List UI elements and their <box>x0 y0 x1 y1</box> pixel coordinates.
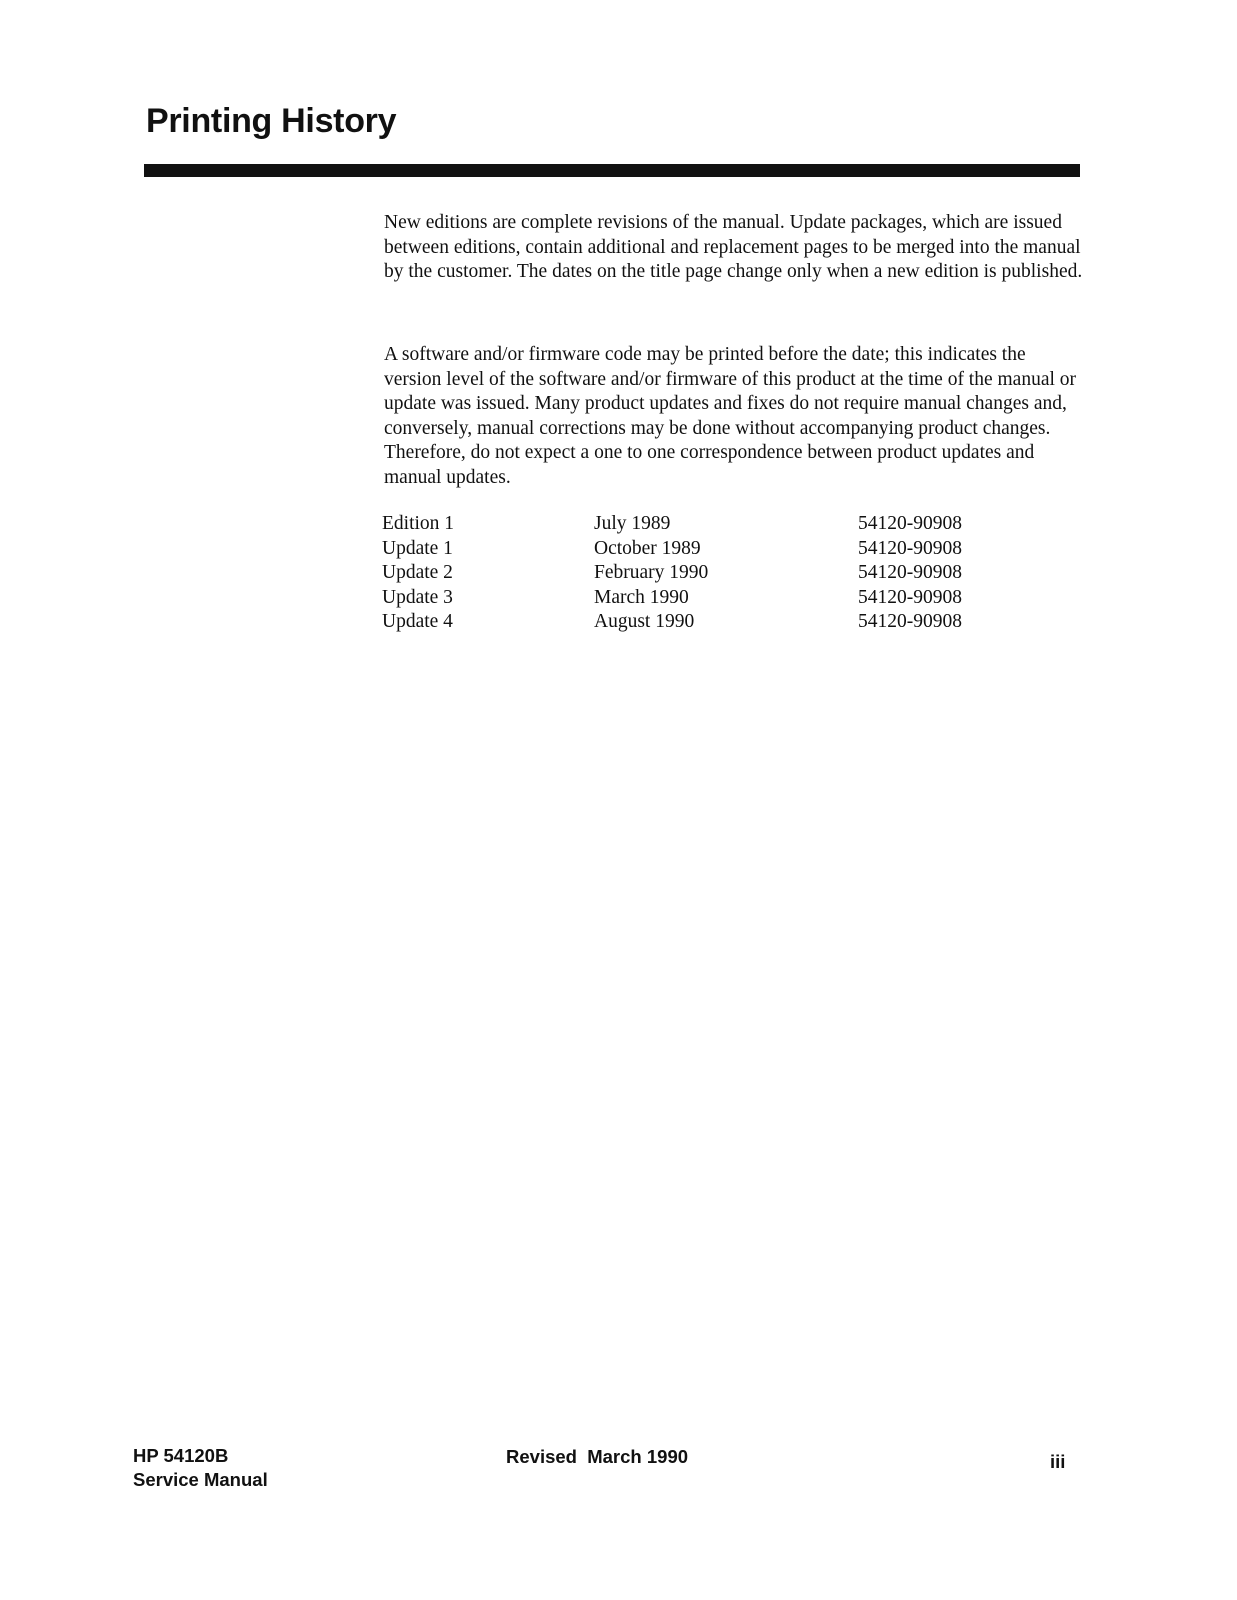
footer-revision: Revised March 1990 <box>506 1446 689 1467</box>
edition-date: March 1990 <box>594 586 689 608</box>
table-row <box>382 561 998 586</box>
table-row <box>382 537 998 562</box>
footer-product: HP 54120B <box>133 1445 229 1466</box>
edition-label: Update 3 <box>382 586 453 608</box>
footer-page-number: iii <box>1050 1451 1066 1472</box>
edition-date: August 1990 <box>594 611 695 633</box>
intro-paragraph: New editions are complete revisions of the manual. Update packages, which are issued between editions, contain additional and replacement pages to be merged into the manual by the customer. The dates on the title page change only when a new edition is published. <box>384 212 1083 282</box>
edition-label: Update 2 <box>382 562 453 584</box>
firmware-paragraph: A software and/or firmware code may be printed before the date; this indicates the version level of the software and/or firmware of this product at the time of the manual or update was issued. Many product updates and fixes do not require manual changes and, conversely, manual corrections may be done without accompanying product changes. Therefore, do not expect a one to one correspondence between product updates and manual updates. <box>384 344 1077 488</box>
footer-manual: Service Manual <box>133 1469 268 1490</box>
part-number: 54120-90908 <box>858 586 962 608</box>
part-number: 54120-90908 <box>858 513 962 534</box>
edition-date: July 1989 <box>594 513 671 534</box>
part-number: 54120-90908 <box>858 537 962 559</box>
edition-label: Edition 1 <box>382 513 455 534</box>
title-rule <box>144 164 1080 177</box>
edition-date: February 1990 <box>594 562 709 584</box>
footer-product-block <box>133 1444 268 1492</box>
edition-label: Update 4 <box>382 611 453 633</box>
table-row <box>382 586 998 611</box>
edition-date: October 1989 <box>594 537 701 559</box>
page-title: Printing History <box>146 102 397 140</box>
printing-history-table <box>382 512 998 635</box>
part-number: 54120-90908 <box>858 611 962 633</box>
table-row <box>382 512 998 537</box>
table-row <box>382 610 998 635</box>
edition-label: Update 1 <box>382 537 453 559</box>
part-number: 54120-90908 <box>858 562 962 584</box>
